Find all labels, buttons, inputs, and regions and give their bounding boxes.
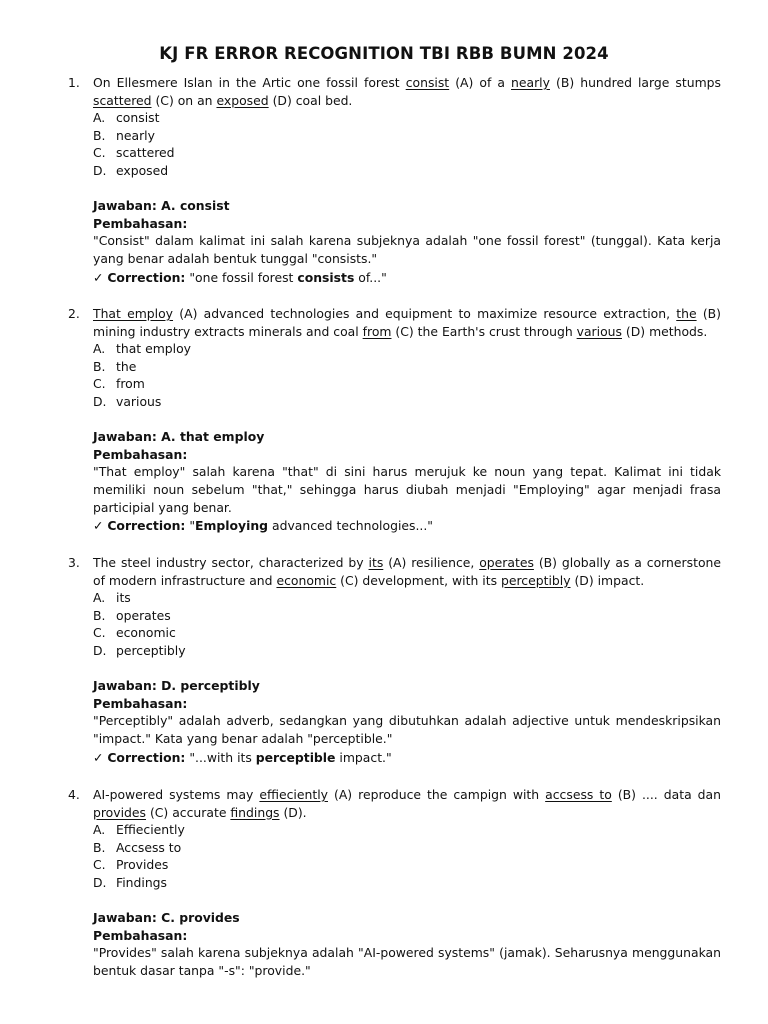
question-text: That employ (A) advanced technologies and equipment to maximize resource extraction, the (B) mining industry extracts minerals and coal from (C) the Earth's crust through various (D) methods. [93,306,721,339]
answer-line: Jawaban: C. provides [93,910,240,926]
underlined-option-a: effieciently [259,787,328,802]
underlined-option-d: various [576,323,622,339]
option-a: A. consist [93,110,160,126]
question-stem [68,74,721,109]
question-1 [68,74,721,286]
pembahasan-label: Pembahasan: [93,446,188,462]
question-stem [68,554,721,589]
underlined-option-c: scattered [93,92,152,108]
option-d: D. various [93,393,162,409]
underlined-option-d: perceptibly [500,572,571,588]
option-c: C. scattered [93,145,175,161]
pembahasan-label: Pembahasan: [93,215,188,231]
question-number: 2. [68,306,80,321]
question-number: 1. [68,75,80,90]
correction-line: ✓ Correction: "one fossil forest consists of..." [93,269,387,285]
option-c: C. Provides [93,857,169,873]
option-b: B. nearly [93,127,155,143]
option-c: C. from [93,376,145,392]
checkmark-icon: ✓ [93,269,104,285]
underlined-option-d: exposed [216,92,269,108]
option-b: B. the [93,358,137,374]
question-text: AI-powered systems may effieciently (A) reproduce the campign with accsess to (B) .... data dan provides (C) accurate findings (D). [93,787,721,820]
question-number: 4. [68,787,80,802]
question-body [93,821,721,979]
question-stem [68,305,721,340]
question-text: On Ellesmere Islan in the Artic one fossil forest consist (A) of a nearly (B) hundred large stumps scattered (C) on an exposed (D) coal bed. [93,75,721,108]
page-title: KJ FR ERROR RECOGNITION TBI RBB BUMN 2024 [159,44,609,63]
underlined-option-c: economic [276,572,337,588]
option-a: A. Effieciently [93,822,185,838]
underlined-option-a: That employ [93,306,174,321]
underlined-option-c: provides [93,804,146,820]
option-d: D. perceptibly [93,642,186,658]
pembahasan-label: Pembahasan: [93,927,188,943]
option-a: A. that employ [93,341,192,357]
explanation-text: "Perceptibly" adalah adverb, sedangkan yang dibutuhkan adalah adjective untuk mendeskripsikan "impact." Kata yang benar adalah "perceptible." [93,713,721,746]
question-body [93,109,721,286]
underlined-option-b: accsess to [545,787,612,802]
explanation-text: "That employ" salah karena "that" di sini harus merujuk ke noun yang tepat. Kalimat ini tidak memiliki noun sebelum "that," sehingga harus diubah menjadi "Employing" agar menjadi frasa participial yang benar. [93,464,721,515]
pembahasan-label: Pembahasan: [93,695,188,711]
underlined-option-a: consist [405,75,450,90]
question-body [93,589,721,766]
answer-line: Jawaban: A. consist [93,198,230,214]
checkmark-icon: ✓ [93,749,104,765]
question-stem [68,786,721,821]
underlined-option-b: the [676,306,697,321]
option-c: C. economic [93,625,176,641]
question-2 [68,305,721,535]
answer-line: Jawaban: A. that employ [93,429,265,445]
question-text: The steel industry sector, characterized by its (A) resilience, operates (B) globally as a cornerstone of modern infrastructure and economic (C) development, with its perceptibly (D) impact. [93,555,721,588]
correction-line: ✓ Correction: "...with its perceptible impact." [93,749,392,765]
option-a: A. its [93,590,131,606]
option-d: D. Findings [93,874,168,890]
option-b: B. operates [93,607,171,623]
question-body [93,340,721,535]
option-d: D. exposed [93,162,169,178]
correction-label: Correction: [107,518,186,534]
correction-line: ✓ Correction: "Employing advanced technologies..." [93,518,433,534]
explanation-text: "Consist" dalam kalimat ini salah karena subjeknya adalah "one fossil forest" (tunggal). Kata kerja yang benar adalah bentuk tunggal "consists." [93,233,721,266]
underlined-option-a: its [368,555,384,570]
checkmark-icon: ✓ [93,518,104,534]
answer-line: Jawaban: D. perceptibly [93,678,260,694]
question-number: 3. [68,555,80,570]
underlined-option-b: nearly [511,75,550,90]
underlined-option-b: operates [479,555,534,570]
underlined-option-d: findings [230,804,280,820]
correction-label: Correction: [107,749,186,765]
explanation-text: "Provides" salah karena subjeknya adalah "AI-powered systems" (jamak). Seharusnya menggunakan bentuk dasar tanpa "-s": "provide." [93,945,721,978]
question-3 [68,554,721,766]
option-b: B. Accsess to [93,839,182,855]
underlined-option-c: from [362,323,392,339]
question-4 [68,786,721,980]
correction-label: Correction: [107,269,186,285]
